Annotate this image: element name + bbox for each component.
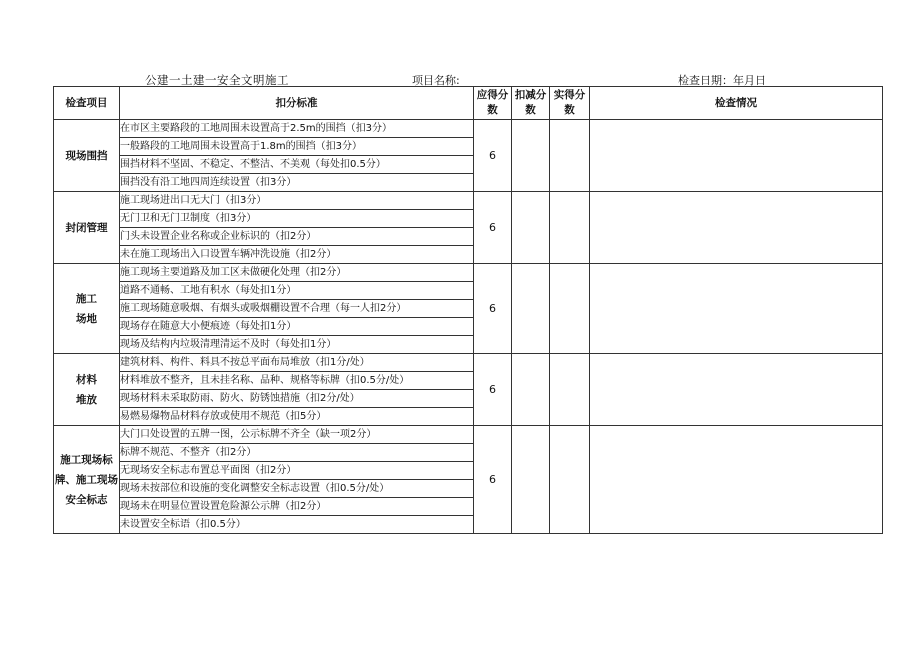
table-row <box>54 264 883 282</box>
full-score-cell: 6 <box>474 192 512 264</box>
criteria-cell: 易燃易爆物品材料存放或使用不规范（扣5分） <box>120 408 474 426</box>
criteria-cell: 门头未设置企业名称或企业标识的（扣2分） <box>120 228 474 246</box>
table-row <box>54 192 883 210</box>
criteria-cell: 现场未在明显位置设置危险源公示牌（扣2分） <box>120 498 474 516</box>
section-name: 施工现场标 牌、施工现场 安全标志 <box>54 426 120 534</box>
column-header-criteria: 扣分标准 <box>120 87 474 120</box>
criteria-cell: 在市区主要路段的工地周围未设置高于2.5m的围挡（扣3分） <box>120 120 474 138</box>
criteria-cell: 建筑材料、构件、料具不按总平面布局堆放（扣1分/处） <box>120 354 474 372</box>
criteria-cell: 现场存在随意大小便痕迹（每处扣1分） <box>120 318 474 336</box>
deducted-score-cell[interactable] <box>512 354 550 426</box>
table-header-row <box>54 87 883 120</box>
section-name: 材料 堆放 <box>54 354 120 426</box>
column-header-full-score: 应得分数 <box>474 87 512 120</box>
column-header-actual: 实得分数 <box>550 87 590 120</box>
section-name: 施工 场地 <box>54 264 120 354</box>
full-score-cell: 6 <box>474 120 512 192</box>
project-name-label: 项目名称: <box>412 74 460 87</box>
column-header-deducted: 扣减分数 <box>512 87 550 120</box>
criteria-cell: 围挡没有沿工地四周连续设置（扣3分） <box>120 174 474 192</box>
criteria-cell: 道路不通畅、工地有积水（每处扣1分） <box>120 282 474 300</box>
criteria-cell: 现场及结构内垃圾清理清运不及时（每处扣1分） <box>120 336 474 354</box>
full-score-cell: 6 <box>474 264 512 354</box>
deducted-score-cell[interactable] <box>512 192 550 264</box>
table-row <box>54 426 883 444</box>
deducted-score-cell[interactable] <box>512 264 550 354</box>
situation-cell[interactable] <box>590 354 883 426</box>
check-date-label: 检查日期：年月日 <box>678 74 766 87</box>
criteria-cell: 无现场安全标志布置总平面图（扣2分） <box>120 462 474 480</box>
situation-cell[interactable] <box>590 426 883 534</box>
full-score-cell: 6 <box>474 426 512 534</box>
deducted-score-cell[interactable] <box>512 426 550 534</box>
criteria-cell: 施工现场主要道路及加工区未做硬化处理（扣2分） <box>120 264 474 282</box>
situation-cell[interactable] <box>590 192 883 264</box>
table-body <box>54 120 883 534</box>
section-name: 封闭管理 <box>54 192 120 264</box>
criteria-cell: 标牌不规范、不整齐（扣2分） <box>120 444 474 462</box>
criteria-cell: 现场材料未采取防雨、防火、防锈蚀措施（扣2分/处） <box>120 390 474 408</box>
criteria-cell: 未设置安全标语（扣0.5分） <box>120 516 474 534</box>
actual-score-cell[interactable] <box>550 426 590 534</box>
table-row <box>54 354 883 372</box>
inspection-table <box>53 86 883 534</box>
situation-cell[interactable] <box>590 120 883 192</box>
criteria-cell: 未在施工现场出入口设置车辆冲洗设施（扣2分） <box>120 246 474 264</box>
criteria-cell: 围挡材料不坚固、不稳定、不整洁、不美观（每处扣0.5分） <box>120 156 474 174</box>
criteria-cell: 一般路段的工地周围未设置高于1.8m的围挡（扣3分） <box>120 138 474 156</box>
situation-cell[interactable] <box>590 264 883 354</box>
actual-score-cell[interactable] <box>550 120 590 192</box>
table-row <box>54 120 883 138</box>
actual-score-cell[interactable] <box>550 354 590 426</box>
actual-score-cell[interactable] <box>550 264 590 354</box>
criteria-cell: 施工现场进出口无大门（扣3分） <box>120 192 474 210</box>
column-header-situation: 检查情况 <box>590 87 883 120</box>
criteria-cell: 材料堆放不整齐，且未挂名称、品种、规格等标牌（扣0.5分/处） <box>120 372 474 390</box>
criteria-cell: 大门口处设置的五牌一图，公示标牌不齐全（缺一项2分） <box>120 426 474 444</box>
criteria-cell: 施工现场随意吸烟、有烟头或吸烟棚设置不合理（每一人扣2分） <box>120 300 474 318</box>
column-header-item: 检查项目 <box>54 87 120 120</box>
section-name: 现场围挡 <box>54 120 120 192</box>
criteria-cell: 无门卫和无门卫制度（扣3分） <box>120 210 474 228</box>
actual-score-cell[interactable] <box>550 192 590 264</box>
full-score-cell: 6 <box>474 354 512 426</box>
deducted-score-cell[interactable] <box>512 120 550 192</box>
criteria-cell: 现场未按部位和设施的变化调整安全标志设置（扣0.5分/处） <box>120 480 474 498</box>
form-title: 公建一土建一安全文明施工 <box>145 73 289 87</box>
